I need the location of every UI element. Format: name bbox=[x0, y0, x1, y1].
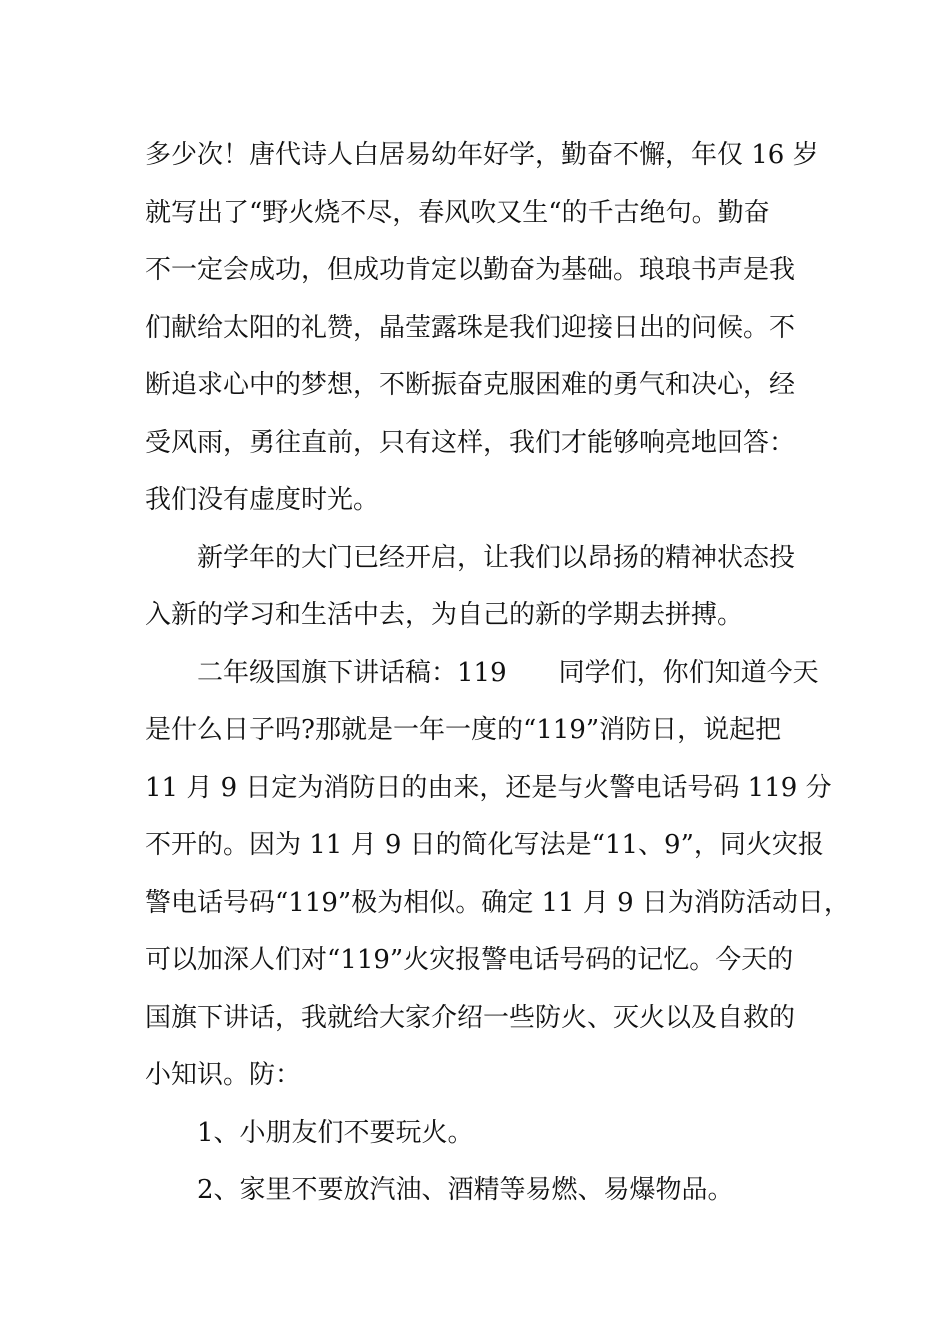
text-line: 不一定会成功，但成功肯定以勤奋为基础。琅琅书声是我 bbox=[145, 255, 796, 285]
text-line: 11 月 9 日定为消防日的由来，还是与火警电话号码 119 分 bbox=[145, 772, 832, 803]
text-line: 多少次！唐代诗人白居易幼年好学，勤奋不懈，年仅 16 岁 bbox=[145, 140, 819, 170]
text-line: 警电话号码“119”极为相似。确定 11 月 9 日为消防活动日， bbox=[145, 887, 850, 918]
text-line: 我们没有虚度时光。 bbox=[145, 485, 380, 515]
list-item-2 bbox=[145, 1162, 825, 1220]
text-line: 断追求心中的梦想，不断振奋克服困难的勇气和决心，经 bbox=[145, 370, 796, 400]
document-body bbox=[145, 127, 850, 1220]
text-line: 2、家里不要放汽油、酒精等易燃、易爆物品。 bbox=[197, 1175, 734, 1205]
paragraph-3 bbox=[145, 645, 850, 1105]
text-line: 不开的。因为 11 月 9 日的简化写法是“11、9”，同火灾报 bbox=[145, 830, 824, 860]
text-line: 是什么日子吗?那就是一年一度的“119”消防日，说起把 bbox=[145, 715, 782, 745]
paragraph-1 bbox=[145, 127, 825, 530]
text-line: 1、小朋友们不要玩火。 bbox=[197, 1117, 474, 1148]
text-line: 可以加深人们对“119”火灾报警电话号码的记忆。今天的 bbox=[145, 945, 794, 975]
text-line: 二年级国旗下讲话稿：119 同学们，你们知道今天 bbox=[197, 657, 819, 688]
list-item-1 bbox=[145, 1105, 825, 1163]
text-line: 国旗下讲话，我就给大家介绍一些防火、灭火以及自救的 bbox=[145, 1002, 796, 1033]
text-line: 入新的学习和生活中去，为自己的新的学期去拼搏。 bbox=[145, 600, 744, 630]
text-line: 就写出了“野火烧不尽，春风吹又生“的千古绝句。勤奋 bbox=[145, 197, 770, 228]
text-line: 受风雨，勇往直前，只有这样，我们才能够响亮地回答： bbox=[145, 427, 796, 458]
text-line: 们献给太阳的礼赞，晶莹露珠是我们迎接日出的问候。不 bbox=[145, 312, 796, 343]
paragraph-2 bbox=[145, 530, 825, 645]
text-line: 小知识。防： bbox=[145, 1060, 302, 1090]
text-line: 新学年的大门已经开启，让我们以昂扬的精神状态投 bbox=[197, 542, 796, 573]
